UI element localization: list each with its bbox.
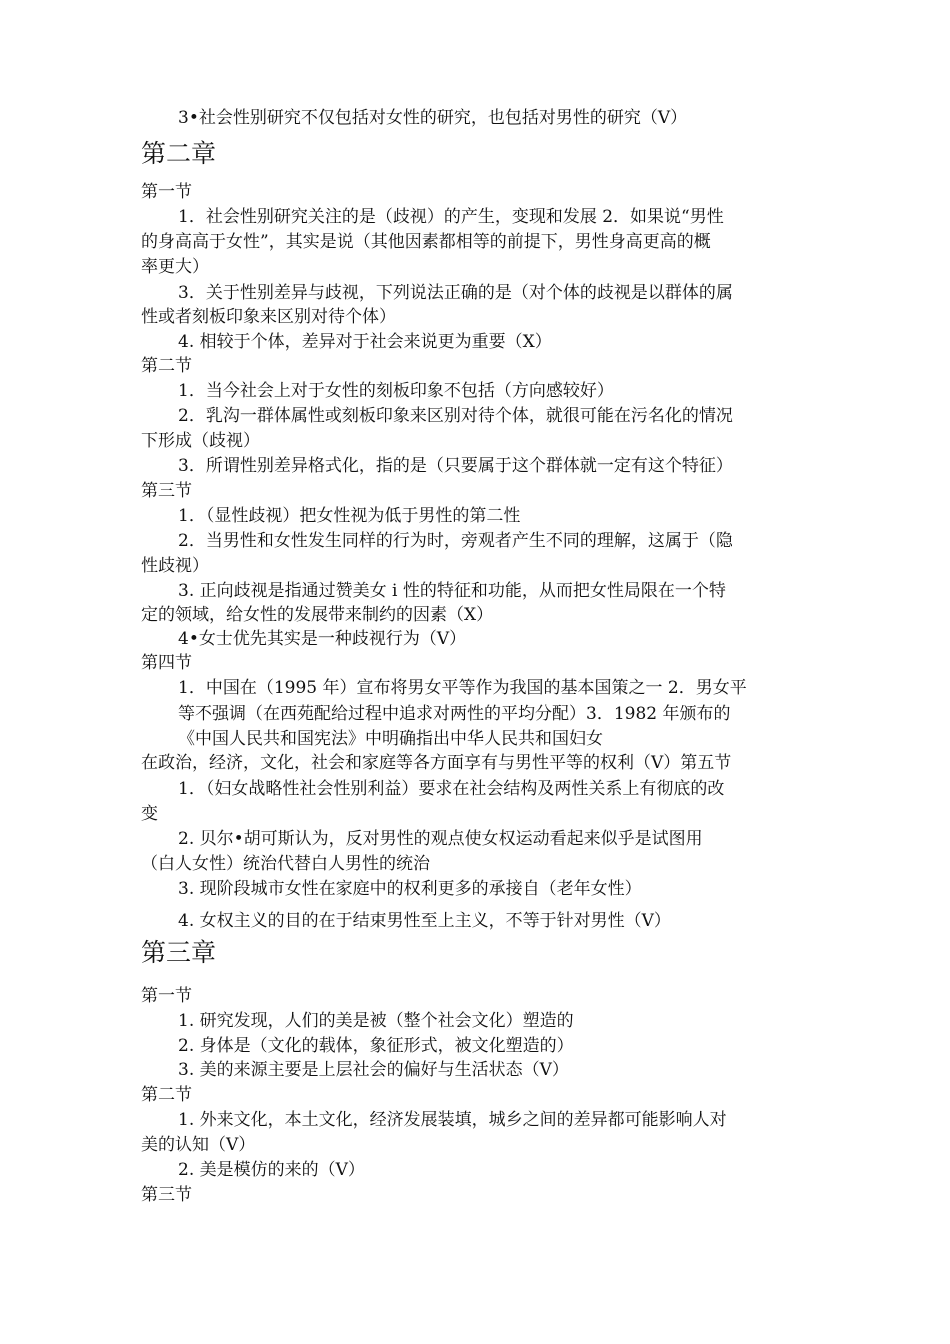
- question-line: 性歧视）: [141, 556, 209, 576]
- section-heading: 第二节: [141, 1085, 192, 1105]
- question-line: 1．（妇女战略性社会性别利益）要求在社会结构及两性关系上有彻底的改: [178, 779, 725, 799]
- question-line: 性或者刻板印象来区别对待个体）: [141, 307, 396, 327]
- section-heading: 第一节: [141, 182, 192, 202]
- question-line: 2．乳沟一群体属性或刻板印象来区别对待个体，就很可能在污名化的情况: [178, 406, 733, 426]
- section-heading: 第三节: [141, 1185, 192, 1205]
- question-line: （白人女性）统治代替白人男性的统治: [141, 854, 430, 874]
- question-line: 1．（显性歧视）把女性视为低于男性的第二性: [178, 506, 521, 526]
- question-line: 2. 身体是（文化的载体，象征形式，被文化塑造的）: [178, 1036, 574, 1056]
- statement-line: 美的认知（V）: [141, 1135, 256, 1155]
- question-line: 1．当今社会上对于女性的刻板印象不包括（方向感较好）: [178, 381, 614, 401]
- question-line: 的身高高于女性”，其实是说（其他因素都相等的前提下，男性身高更高的概: [141, 232, 711, 252]
- question-line: 2．当男性和女性发生同样的行为时，旁观者产生不同的理解，这属于（隐: [178, 531, 733, 551]
- statement-line: 3. 正向歧视是指通过赞美女 i 性的特征和功能，从而把女性局限在一个特: [178, 581, 726, 601]
- question-line: 率更大）: [141, 257, 209, 277]
- question-line: 1．中国在（1995 年）宣布将男女平等作为我国的基本国策之一 2．男女平: [178, 678, 747, 698]
- statement-line: 3•社会性别研究不仅包括对女性的研究，也包括对男性的研究（V）: [178, 108, 688, 128]
- section-heading: 第二节: [141, 356, 192, 376]
- question-line: 3．关于性别差异与歧视，下列说法正确的是（对个体的歧视是以群体的属: [178, 283, 733, 303]
- question-line: 等不强调（在西苑配给过程中追求对两性的平均分配）3．1982 年颁布的: [178, 704, 731, 724]
- statement-line: 3. 美的来源主要是上层社会的偏好与生活状态（V）: [178, 1060, 569, 1080]
- statement-line: 1. 外来文化，本土文化，经济发展装填，城乡之间的差异都可能影响人对: [178, 1110, 727, 1130]
- chapter-heading: 第三章: [141, 938, 217, 967]
- statement-line: 定的领域，给女性的发展带来制约的因素（X）: [141, 605, 494, 625]
- statement-line: 在政治，经济，文化，社会和家庭等各方面享有与男性平等的权利（V）第五节: [141, 753, 732, 773]
- section-heading: 第四节: [141, 653, 192, 673]
- question-line: 2. 贝尔•胡可斯认为，反对男性的观点使女权运动看起来似乎是试图用: [178, 829, 703, 849]
- question-line: 下形成（歧视）: [141, 431, 260, 451]
- question-line: 3. 现阶段城市女性在家庭中的权利更多的承接自（老年女性）: [178, 879, 642, 899]
- question-line: 1. 研究发现，人们的美是被（整个社会文化）塑造的: [178, 1011, 574, 1031]
- question-line: 变: [141, 804, 158, 824]
- section-heading: 第一节: [141, 986, 192, 1006]
- section-heading: 第三节: [141, 481, 192, 501]
- question-line: 3．所谓性别差异格式化，指的是（只要属于这个群体就一定有这个特征）: [178, 456, 733, 476]
- chapter-heading: 第二章: [141, 139, 217, 168]
- statement-line: 《中国人民共和国宪法》中明确指出中华人民共和国妇女: [178, 729, 603, 749]
- question-line: 1．社会性别研究关注的是（歧视）的产生，变现和发展 2．如果说“男性: [178, 207, 724, 227]
- statement-line: 2. 美是模仿的来的（V）: [178, 1160, 365, 1180]
- statement-line: 4•女士优先其实是一种歧视行为（V）: [178, 629, 467, 649]
- statement-line: 4. 女权主义的目的在于结束男性至上主义，不等于针对男性（V）: [178, 911, 671, 931]
- statement-line: 4. 相较于个体，差异对于社会来说更为重要（X）: [178, 332, 552, 352]
